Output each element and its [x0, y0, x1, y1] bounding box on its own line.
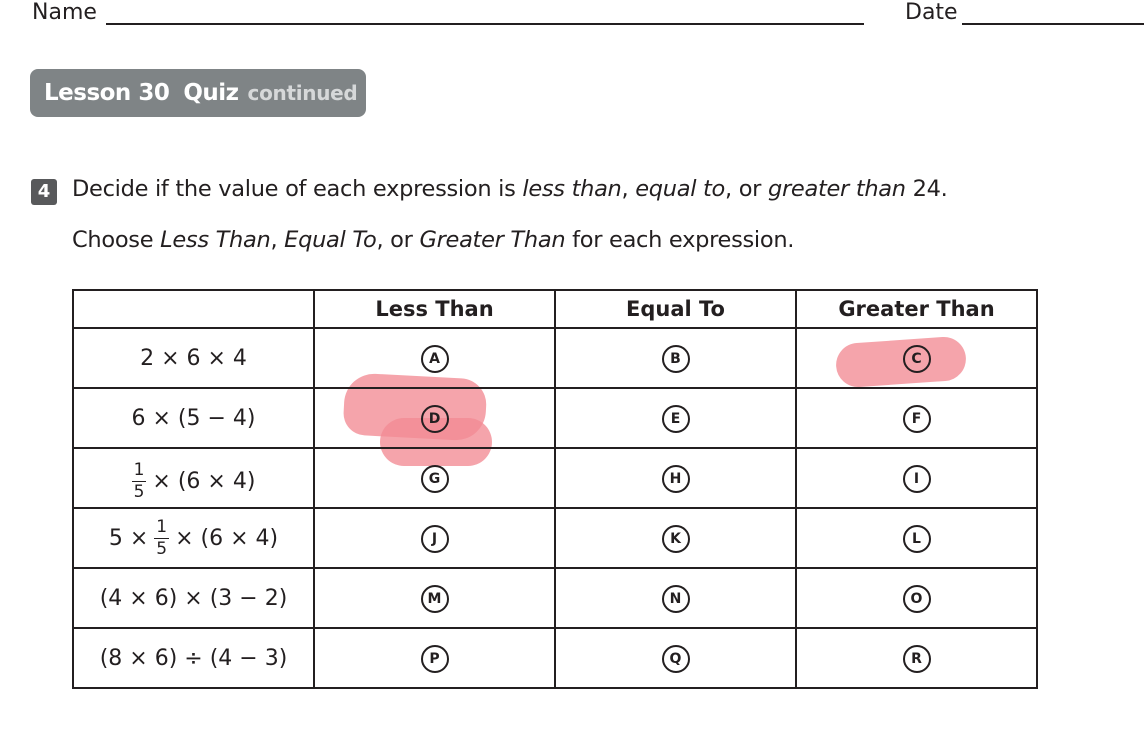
- expression: (8 × 6) ÷ (4 − 3): [99, 645, 288, 671]
- name-field[interactable]: [106, 23, 864, 25]
- choice-f-bubble[interactable]: F: [903, 405, 931, 433]
- choice-b-bubble[interactable]: B: [662, 345, 690, 373]
- choice-m-bubble[interactable]: M: [421, 585, 449, 613]
- fraction-denominator: 5: [133, 481, 145, 502]
- header-equal-to: Equal To: [555, 290, 796, 328]
- choice-cell[interactable]: [555, 568, 796, 628]
- table-row: [73, 448, 1037, 508]
- choice-cell[interactable]: [555, 628, 796, 688]
- table-row: [73, 328, 1037, 388]
- fraction: [154, 516, 169, 559]
- choice-cell[interactable]: [555, 388, 796, 448]
- choice-cell[interactable]: [314, 388, 555, 448]
- date-field[interactable]: [962, 23, 1144, 25]
- choice-cell[interactable]: [796, 388, 1037, 448]
- expression-cell: [73, 508, 314, 568]
- choice-cell[interactable]: [796, 328, 1037, 388]
- expression-cell: [73, 568, 314, 628]
- choice-o-bubble[interactable]: O: [903, 585, 931, 613]
- fraction-numerator: 1: [133, 459, 145, 480]
- choice-g-bubble[interactable]: G: [421, 465, 449, 493]
- expression: 2 × 6 × 4: [140, 345, 247, 371]
- choice-cell[interactable]: [314, 448, 555, 508]
- name-label: Name: [32, 0, 97, 25]
- fraction: [132, 459, 147, 502]
- choice-cell[interactable]: [796, 568, 1037, 628]
- choice-cell[interactable]: [314, 568, 555, 628]
- choice-cell[interactable]: [555, 508, 796, 568]
- choice-cell[interactable]: [796, 628, 1037, 688]
- choice-a-bubble[interactable]: A: [421, 345, 449, 373]
- fraction-denominator: 5: [156, 538, 168, 559]
- choice-h-bubble[interactable]: H: [662, 465, 690, 493]
- choice-cell[interactable]: [555, 448, 796, 508]
- expression: [132, 459, 256, 502]
- choice-i-bubble[interactable]: I: [903, 465, 931, 493]
- choice-cell[interactable]: [555, 328, 796, 388]
- expression-cell: [73, 328, 314, 388]
- choice-d-bubble[interactable]: D: [421, 405, 449, 433]
- expression: [108, 516, 279, 559]
- date-label: Date: [905, 0, 958, 25]
- header-less-than: Less Than: [314, 290, 555, 328]
- choice-cell[interactable]: [796, 508, 1037, 568]
- choice-k-bubble[interactable]: K: [662, 525, 690, 553]
- expression: 6 × (5 − 4): [131, 405, 256, 431]
- choice-e-bubble[interactable]: E: [662, 405, 690, 433]
- choice-l-bubble[interactable]: L: [903, 525, 931, 553]
- expression-cell: [73, 448, 314, 508]
- choice-cell[interactable]: [314, 328, 555, 388]
- fraction-numerator: 1: [156, 516, 168, 537]
- choice-cell[interactable]: [314, 628, 555, 688]
- question-instruction-1: Decide if the value of each expression is less than, equal to, or greater than 24.: [72, 176, 948, 202]
- table-row: [73, 508, 1037, 568]
- lesson-tag: [30, 69, 366, 117]
- choice-q-bubble[interactable]: Q: [662, 645, 690, 673]
- expression-cell: [73, 388, 314, 448]
- question-instruction-2: Choose Less Than, Equal To, or Greater Than for each expression.: [72, 227, 795, 253]
- answer-table: [72, 289, 1038, 689]
- header-expression: [73, 290, 314, 328]
- expression-cell: [73, 628, 314, 688]
- table-header-row: [73, 290, 1037, 328]
- choice-r-bubble[interactable]: R: [903, 645, 931, 673]
- choice-cell[interactable]: [314, 508, 555, 568]
- lesson-title: Lesson 30: [44, 80, 170, 106]
- header-greater-than: Greater Than: [796, 290, 1037, 328]
- choice-cell[interactable]: [796, 448, 1037, 508]
- choice-n-bubble[interactable]: N: [662, 585, 690, 613]
- choice-j-bubble[interactable]: J: [421, 525, 449, 553]
- expression-head: 5 ×: [108, 525, 149, 551]
- expression-tail: × (6 × 4): [175, 525, 279, 551]
- choice-c-bubble[interactable]: C: [903, 345, 931, 373]
- table-row: [73, 628, 1037, 688]
- question-number: 4: [31, 179, 57, 205]
- expression-tail: × (6 × 4): [152, 468, 256, 494]
- quiz-label: Quiz: [183, 80, 239, 106]
- table-row: [73, 388, 1037, 448]
- continued-label: continued: [247, 81, 358, 105]
- choice-p-bubble[interactable]: P: [421, 645, 449, 673]
- table-row: [73, 568, 1037, 628]
- expression: (4 × 6) × (3 − 2): [99, 585, 288, 611]
